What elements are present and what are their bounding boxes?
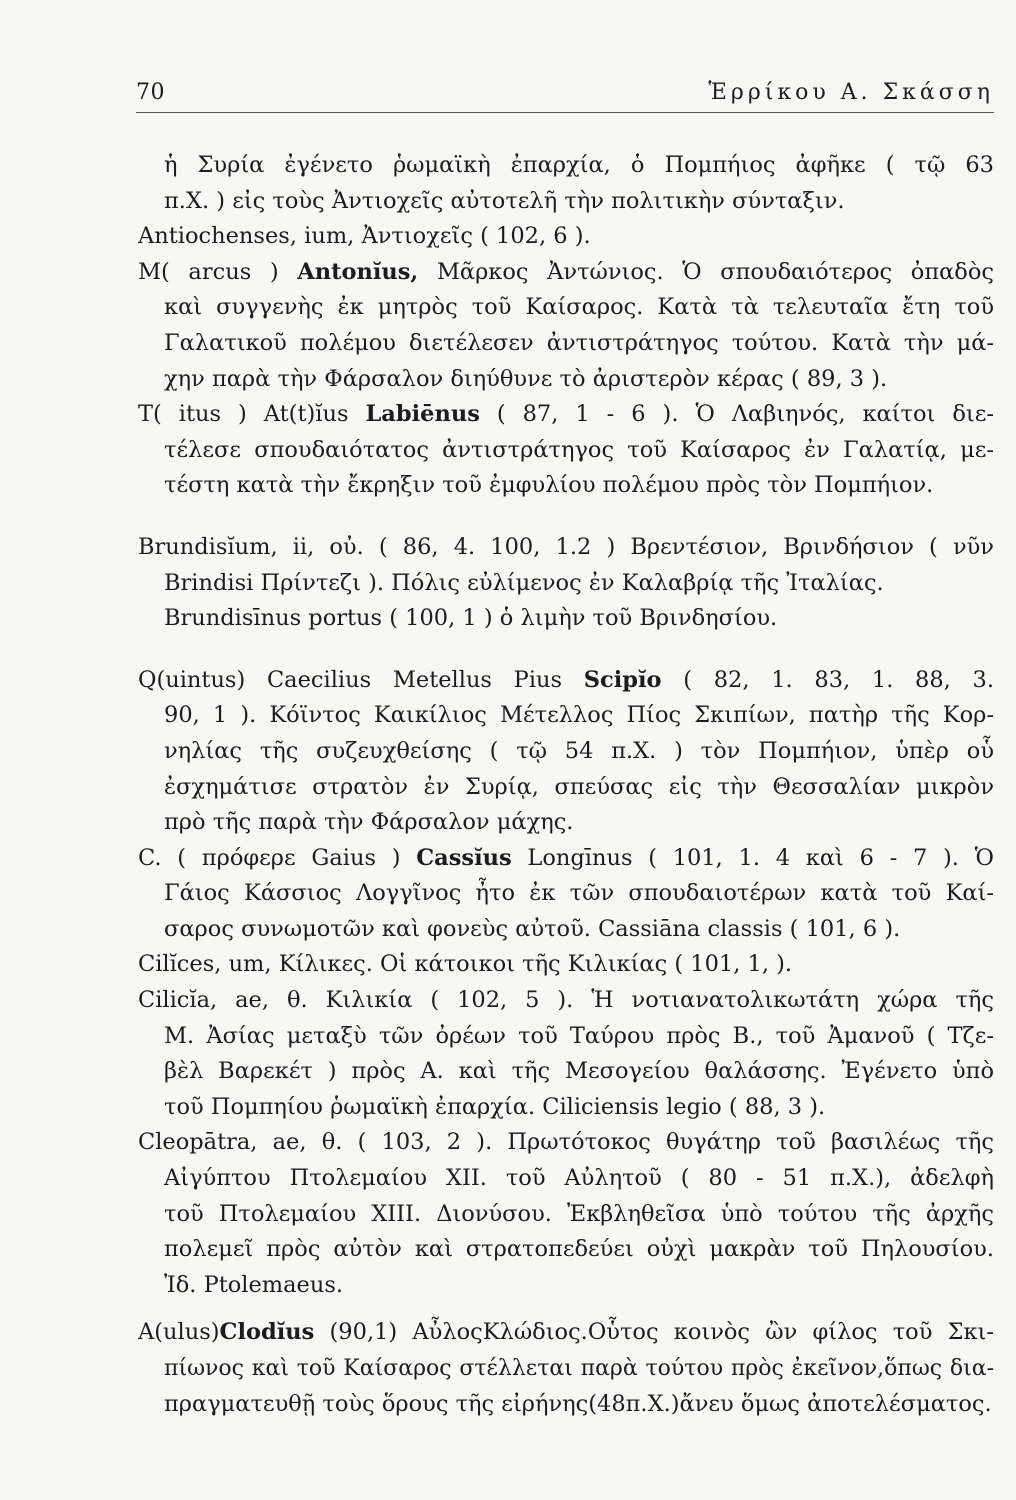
- text-line: Ἰδ. Ptolemaeus.: [164, 1271, 344, 1298]
- text-line: 90, 1 ). Κόϊντος Καικίλιος Μέτελλος Πίος Σκιπίων, πατὴρ τῆς Κορ-: [164, 702, 994, 729]
- entry-gap: [138, 637, 994, 663]
- glossary-entry-syria-continuation: [138, 148, 994, 219]
- text-line: ἡ Συρία ἐγένετο ῥωμαϊκὴ ἐπαρχία, ὁ Πομπήιος ἀφῆκε ( τῷ 63: [164, 152, 994, 178]
- text-line: Αἰγύπτου Πτολεμαίου XII. τοῦ Αὐλητοῦ ( 80 - 51 π.Χ.), ἀδελφὴ: [164, 1165, 994, 1192]
- entry-head-prefix: A(ulus): [138, 1319, 220, 1346]
- text-line: πραγματευθῇ τοὺς ὅρους τῆς εἰρήνης(48π.Χ.)ἄνευ ὅμως ἀποτελέσματος.: [164, 1390, 992, 1417]
- text-line: Γαλατικοῦ πολέμου διετέλεσεν ἀντιστράτηγος τούτου. Κατὰ τὴν μά-: [164, 329, 994, 356]
- text-line: Antiochenses, ium, Ἀντιοχεῖς ( 102, 6 ).: [138, 223, 591, 250]
- entry-headword: Scipĭo: [583, 666, 662, 693]
- entry-head-prefix: C. ( πρόφερε Gaius ): [138, 844, 417, 871]
- page-header: [136, 78, 994, 113]
- text-line: τέστη κατὰ τὴν ἔκρηξιν τοῦ ἐμφυλίου πολέμου πρὸς τὸν Πομπήιον.: [164, 472, 934, 499]
- text-line: ἐσχημάτισε στρατὸν ἐν Συρίᾳ, σπεύσας εἰς τὴν Θεσσαλίαν μικρὸν: [164, 773, 994, 800]
- text-line: τοῦ Πομπηίου ῥωμαϊκὴ ἐπαρχία. Ciliciensis legio ( 88, 3 ).: [164, 1093, 826, 1120]
- running-title: Ἑρρίκου Α. Σκάσση: [708, 80, 994, 105]
- entry-head-line: [138, 841, 994, 877]
- entry-headword: Cassĭus: [416, 844, 512, 871]
- entry-head-text: ( 87, 1 - 6 ). Ὁ Λαβιηνός, καίτοι διε-: [479, 401, 994, 428]
- glossary-entry-antiochenses: [138, 219, 994, 255]
- entry-head-text: Μᾶρκος Ἀντώνιος. Ὁ σπουδαιότερος ὀπαδὸς: [418, 258, 994, 285]
- glossary-entry-brundisium: [138, 530, 994, 637]
- text-line: πρὸ τῆς παρὰ τὴν Φάρσαλον μάχης.: [164, 809, 574, 836]
- glossary-entry-clodius: [138, 1315, 994, 1422]
- entry-head-line: [138, 663, 994, 699]
- entry-headword: Clodĭus: [219, 1319, 315, 1346]
- text-line: Μ. Ἀσίας μεταξὺ τῶν ὀρέων τοῦ Ταύρου πρὸς Β., τοῦ Ἀμανοῦ ( Τζε-: [164, 1022, 994, 1049]
- text-line: νηλίας τῆς συζευχθείσης ( τῷ 54 π.Χ. ) τὸν Πομπήιον, ὑπὲρ οὗ: [164, 737, 994, 764]
- entry-head-line: [138, 255, 994, 291]
- entry-head-line: [138, 1315, 994, 1351]
- text-line: καὶ συγγενὴς ἐκ μητρὸς τοῦ Καίσαρος. Κατὰ τὰ τελευταῖα ἔτη τοῦ: [164, 294, 994, 321]
- text-line: π.Χ. ) εἰς τοὺς Ἀντιοχεῖς αὐτοτελῆ τὴν πολιτικὴν σύνταξιν.: [164, 187, 845, 214]
- text-line: σαρος συνωμοτῶν καὶ φονεὺς αὐτοῦ. Cassiāna classis ( 101, 6 ).: [164, 915, 901, 942]
- text-line: Brindisi Πρίντεζι ). Πόλις εὐλίμενος ἐν Καλαβρίᾳ τῆς Ἰταλίας.: [164, 569, 884, 596]
- glossary-entry-antonius: [138, 255, 994, 397]
- entry-head-line: [138, 397, 994, 433]
- text-line: Brundisīnus portus ( 100, 1 ) ὁ λιμὴν τοῦ Βρινδησίου.: [164, 605, 778, 632]
- text-line: τέλεσε σπουδαιότατος ἀντιστράτηγος τοῦ Καίσαρος ἐν Γαλατίᾳ, με-: [164, 436, 994, 463]
- entry-head-text: (90,1) ΑὖλοςΚλώδιος.Οὗτος κοινὸς ὢν φίλος τοῦ Σκι-: [314, 1319, 994, 1346]
- text-line: Cleopātra, ae, θ. ( 103, 2 ). Πρωτότοκος θυγάτηρ τοῦ βασιλέως τῆς: [138, 1129, 994, 1156]
- entry-head-prefix: M( arcus ): [138, 258, 298, 285]
- text-line: Γάιος Κάσσιος Λογγῖνος ἦτο ἐκ τῶν σπουδαιοτέρων κατὰ τοῦ Καί-: [164, 880, 994, 907]
- entry-head-prefix: T( itus ) At(t)ĭus: [138, 401, 366, 428]
- entry-head-prefix: Q(uintus) Caecilius Metellus Pius: [138, 666, 584, 693]
- entry-gap: [138, 504, 994, 530]
- entry-head-text: Longīnus ( 101, 1. 4 καὶ 6 - 7 ). Ὁ: [511, 844, 994, 871]
- text-line: Cilicĭa, ae, θ. Κιλικία ( 102, 5 ). Ἡ νοτιανατολικωτάτη χώρα τῆς: [138, 987, 994, 1014]
- glossary-entry-cassius: [138, 841, 994, 948]
- entry-head-text: ( 82, 1. 83, 1. 88, 3.: [661, 666, 994, 693]
- page-number: 70: [136, 80, 165, 105]
- entry-gap: [138, 1303, 994, 1315]
- glossary-entry-cilicia: [138, 983, 994, 1125]
- glossary-entry-labienus: [138, 397, 994, 504]
- entry-headword: Labiēnus: [365, 401, 480, 428]
- entry-headword: Antonĭus,: [297, 258, 419, 285]
- text-line: πίωνος καὶ τοῦ Καίσαρος στέλλεται παρὰ τούτου πρὸς ἐκεῖνον,ὅπως δια-: [164, 1356, 994, 1381]
- glossary-entry-cilices: [138, 947, 994, 983]
- text-line: Cilĭces, um, Κίλικες. Οἱ κάτοικοι τῆς Κιλικίας ( 101, 1, ).: [138, 951, 793, 978]
- glossary-entry-scipio: [138, 663, 994, 841]
- glossary-entry-cleopatra: [138, 1125, 994, 1303]
- text-line: Brundisĭum, ii, οὐ. ( 86, 4. 100, 1.2 ) Βρεντέσιον, Βρινδήσιον ( νῦν: [138, 533, 994, 560]
- glossary-body: [138, 148, 994, 1422]
- text-line: πολεμεῖ πρὸς αὐτὸν καὶ στρατοπεδεύει οὐχὶ μακρὰν τοῦ Πηλουσίου.: [164, 1236, 994, 1263]
- text-line: τοῦ Πτολεμαίου XIII. Διονύσου. Ἐκβληθεῖσα ὑπὸ τούτου τῆς ἀρχῆς: [164, 1200, 994, 1227]
- text-line: χην παρὰ τὴν Φάρσαλον διηύθυνε τὸ ἀριστερὸν κέρας ( 89, 3 ).: [164, 365, 888, 392]
- text-line: βὲλ Βαρεκέτ ) πρὸς Α. καὶ τῆς Μεσογείου θαλάσσης. Ἐγένετο ὑπὸ: [164, 1058, 994, 1085]
